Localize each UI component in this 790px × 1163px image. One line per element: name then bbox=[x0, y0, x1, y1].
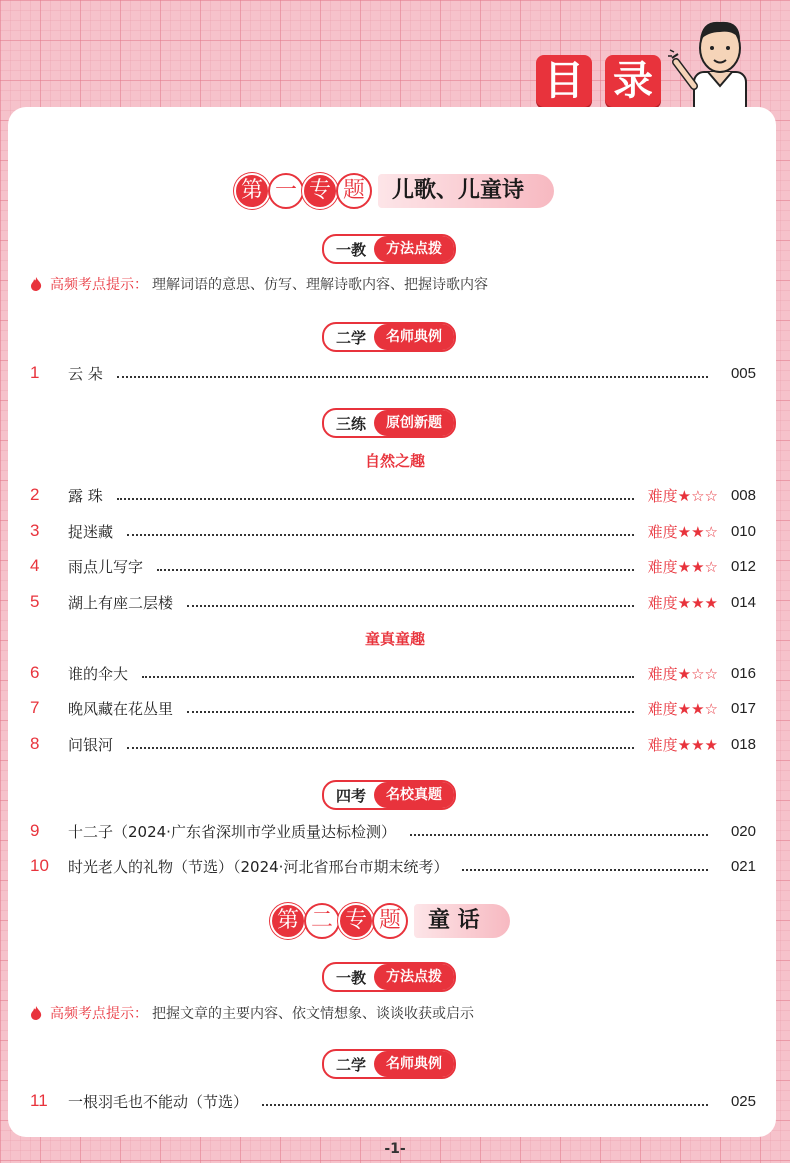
section-value: 方法点拨 bbox=[374, 964, 454, 990]
entry-page: 016 bbox=[730, 664, 756, 682]
entry-page: 014 bbox=[730, 593, 756, 611]
topic-chip: 二 bbox=[304, 903, 340, 939]
hint-label: 高频考点提示： bbox=[50, 277, 148, 293]
entry-difficulty: 难度★★☆ bbox=[647, 522, 718, 541]
toc-entry-4[interactable] bbox=[30, 555, 756, 577]
entry-title: 谁的伞大 bbox=[68, 664, 129, 683]
leader-dots bbox=[157, 569, 634, 571]
entry-number: 10 bbox=[30, 856, 49, 875]
title-char-1: 目 bbox=[536, 55, 592, 107]
entry-number: 2 bbox=[30, 485, 40, 504]
toc-entry-8[interactable] bbox=[30, 733, 756, 755]
entry-difficulty: 难度★★☆ bbox=[647, 699, 718, 718]
hint-row-1 bbox=[30, 274, 488, 294]
leader-dots bbox=[117, 498, 634, 500]
leader-dots bbox=[127, 747, 634, 749]
toc-entry-9[interactable] bbox=[30, 820, 756, 842]
topic-banner-2 bbox=[270, 902, 510, 940]
section-key: 三练 bbox=[336, 414, 367, 433]
section-pill-learn bbox=[322, 322, 456, 352]
topic-chip: 一 bbox=[268, 173, 304, 209]
entry-title: 时光老人的礼物（节选）（2024·河北省邢台市期末统考） bbox=[68, 857, 449, 876]
hint-row-2 bbox=[30, 1003, 474, 1023]
leader-dots bbox=[462, 869, 708, 871]
leader-dots bbox=[187, 605, 634, 607]
section-value: 名校真题 bbox=[374, 782, 454, 808]
entry-difficulty: 难度★★★ bbox=[647, 735, 718, 754]
toc-entry-6[interactable] bbox=[30, 662, 756, 684]
leader-dots bbox=[187, 711, 634, 713]
page-number: -1- bbox=[384, 1141, 406, 1157]
entry-number: 8 bbox=[30, 734, 40, 753]
entry-page: 021 bbox=[730, 857, 756, 875]
topic-name: 儿歌、儿童诗 bbox=[378, 174, 554, 208]
entry-page: 005 bbox=[730, 364, 756, 382]
teacher-mascot-icon bbox=[668, 10, 760, 116]
entry-number: 3 bbox=[30, 521, 40, 540]
entry-number: 4 bbox=[30, 556, 40, 575]
entry-difficulty: 难度★☆☆ bbox=[647, 486, 718, 505]
section-key: 一教 bbox=[336, 240, 367, 259]
entry-title: 云 朵 bbox=[68, 364, 103, 383]
topic-chip: 专 bbox=[302, 173, 338, 209]
section-value: 原创新题 bbox=[374, 410, 454, 436]
entry-page: 010 bbox=[730, 522, 756, 540]
section-key: 二学 bbox=[336, 1055, 367, 1074]
hint-text: 理解词语的意思、仿写、理解诗歌内容、把握诗歌内容 bbox=[152, 277, 488, 293]
section-pill-exam bbox=[322, 780, 456, 810]
section-pill-learn-2 bbox=[322, 1049, 456, 1079]
entry-page: 017 bbox=[730, 699, 756, 717]
entry-title: 十二子（2024·广东省深圳市学业质量达标检测） bbox=[68, 822, 396, 841]
topic-name: 童 话 bbox=[414, 904, 510, 938]
toc-entry-5[interactable] bbox=[30, 591, 756, 613]
leader-dots bbox=[262, 1104, 708, 1106]
entry-difficulty: 难度★★★ bbox=[647, 593, 718, 612]
section-key: 一教 bbox=[336, 968, 367, 987]
topic-chip: 第 bbox=[270, 903, 306, 939]
topic-chip: 题 bbox=[372, 903, 408, 939]
entry-number: 9 bbox=[30, 821, 40, 840]
section-pill-practice bbox=[322, 408, 456, 438]
entry-number: 1 bbox=[30, 363, 40, 382]
flame-icon bbox=[30, 1006, 42, 1020]
flame-icon bbox=[30, 277, 42, 291]
toc-entry-1[interactable] bbox=[30, 362, 756, 384]
entry-title: 一根羽毛也不能动（节选） bbox=[68, 1092, 249, 1111]
section-value: 名师典例 bbox=[374, 324, 454, 350]
entry-page: 018 bbox=[730, 735, 756, 753]
leader-dots bbox=[117, 376, 708, 378]
entry-number: 11 bbox=[30, 1091, 48, 1110]
entry-page: 012 bbox=[730, 557, 756, 575]
entry-number: 7 bbox=[30, 698, 40, 717]
entry-title: 雨点儿写字 bbox=[68, 557, 144, 576]
entry-number: 6 bbox=[30, 663, 40, 682]
entry-page: 025 bbox=[730, 1092, 756, 1110]
subhead-childhood: 童真童趣 bbox=[364, 630, 425, 648]
section-pill-teach-2 bbox=[322, 962, 456, 992]
entry-title: 捉迷藏 bbox=[68, 522, 114, 541]
subhead-nature: 自然之趣 bbox=[364, 452, 425, 470]
entry-title: 晚风藏在花丛里 bbox=[68, 699, 174, 718]
leader-dots bbox=[410, 834, 708, 836]
topic-chip: 题 bbox=[336, 173, 372, 209]
entry-difficulty: 难度★☆☆ bbox=[647, 664, 718, 683]
section-value: 方法点拨 bbox=[374, 236, 454, 262]
leader-dots bbox=[127, 534, 634, 536]
title-char-2: 录 bbox=[605, 55, 661, 107]
hint-text: 把握文章的主要内容、依文情想象、谈谈收获或启示 bbox=[152, 1006, 474, 1022]
topic-banner-1 bbox=[234, 172, 554, 210]
topic-chip: 专 bbox=[338, 903, 374, 939]
toc-entry-7[interactable] bbox=[30, 697, 756, 719]
section-key: 二学 bbox=[336, 328, 367, 347]
entry-title: 露 珠 bbox=[68, 486, 103, 505]
section-value: 名师典例 bbox=[374, 1051, 454, 1077]
entry-difficulty: 难度★★☆ bbox=[647, 557, 718, 576]
toc-entry-2[interactable] bbox=[30, 484, 756, 506]
entry-title: 湖上有座二层楼 bbox=[68, 593, 174, 612]
section-pill-teach bbox=[322, 234, 456, 264]
leader-dots bbox=[142, 676, 634, 678]
entry-title: 问银河 bbox=[68, 735, 114, 754]
entry-page: 020 bbox=[730, 822, 756, 840]
entry-number: 5 bbox=[30, 592, 40, 611]
toc-entry-10[interactable] bbox=[30, 855, 756, 877]
entry-page: 008 bbox=[730, 486, 756, 504]
hint-label: 高频考点提示： bbox=[50, 1006, 148, 1022]
section-key: 四考 bbox=[336, 786, 367, 805]
toc-entry-3[interactable] bbox=[30, 520, 756, 542]
topic-chip: 第 bbox=[234, 173, 270, 209]
toc-entry-11[interactable] bbox=[30, 1090, 756, 1112]
